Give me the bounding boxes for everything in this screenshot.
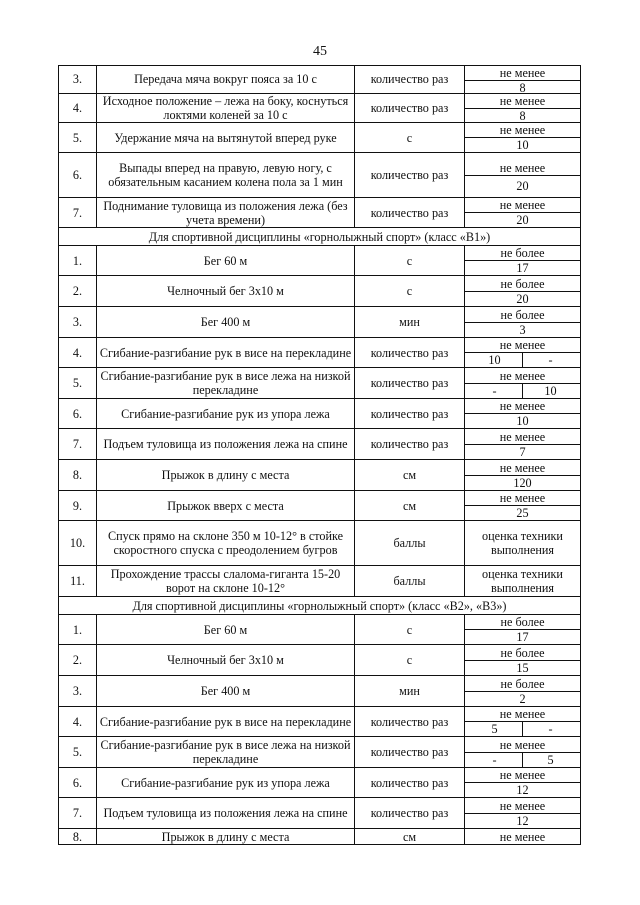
row-number: 7. (59, 429, 97, 460)
norm-wrap (465, 798, 580, 828)
exercise-name: Подъем туловища из положения лежа на спине (97, 429, 355, 460)
norm-wrap (465, 491, 580, 520)
unit-cell: количество раз (355, 737, 465, 768)
norm-condition: не менее (465, 153, 580, 176)
exercise-name: Исходное положение – лежа на боку, коснуться локтями коленей за 10 с (97, 94, 355, 123)
norm-wrap (465, 707, 580, 736)
norm-condition: не менее (465, 66, 580, 81)
norm-wrap (465, 645, 580, 675)
norm-value-left: - (467, 384, 523, 399)
norm-value-right: - (548, 353, 553, 368)
row-number: 3. (59, 676, 97, 707)
exercise-name: Бег 400 м (97, 676, 355, 707)
row-number: 6. (59, 399, 97, 429)
exercise-name: Челночный бег 3х10 м (97, 645, 355, 676)
norm-value: 25 (516, 506, 529, 521)
norm-value: 2 (519, 691, 526, 706)
row-number: 5. (59, 737, 97, 768)
unit-cell: мин (355, 676, 465, 707)
norm-value: 8 (519, 81, 526, 96)
norm-wrap (465, 66, 580, 96)
row-number: 4. (59, 338, 97, 368)
norm-value: 8 (519, 109, 526, 124)
exercise-name: Удержание мяча на вытянутой вперед руке (97, 123, 355, 153)
row-number: 5. (59, 123, 97, 153)
norm-value-left: 10 (467, 353, 523, 367)
table-row (59, 94, 581, 123)
table-row (59, 676, 581, 707)
norm-condition: не более (465, 246, 580, 261)
exercise-name: Сгибание-разгибание рук из упора лежа (97, 768, 355, 798)
norm-value: 20 (516, 179, 529, 194)
norm-condition: не более (465, 615, 580, 630)
norm-value: 17 (516, 630, 529, 645)
unit-cell: баллы (355, 566, 465, 597)
norm-wrap (465, 123, 580, 152)
norm-cell (465, 123, 581, 153)
norm-cell (465, 491, 581, 521)
norm-value: 12 (516, 813, 529, 828)
row-number: 11. (59, 566, 97, 597)
norm-value: 120 (513, 475, 532, 490)
norm-condition: не менее (465, 429, 580, 445)
norm-wrap (465, 737, 580, 767)
norm-cell (465, 153, 581, 198)
unit-cell: количество раз (355, 153, 465, 198)
norm-cell (465, 566, 581, 597)
unit-cell: баллы (355, 521, 465, 566)
page-number: 45 (313, 44, 327, 59)
table-row (59, 798, 581, 829)
norm-cell (465, 460, 581, 491)
row-number: 10. (59, 521, 97, 566)
table-row (59, 399, 581, 429)
section-title: Для спортивной дисциплины «горнолыжный спорт» (класс «В1») (59, 228, 581, 246)
row-number: 4. (59, 707, 97, 737)
unit-cell: мин (355, 307, 465, 338)
norm-condition: не менее (465, 338, 580, 353)
norm-condition: не более (465, 645, 580, 661)
table-row (59, 521, 581, 566)
norm-wrap (465, 153, 580, 197)
row-number: 1. (59, 246, 97, 276)
norm-condition: не менее (465, 768, 580, 783)
row-number: 6. (59, 153, 97, 198)
norm-cell (465, 707, 581, 737)
exercise-name: Сгибание-разгибание рук из упора лежа (97, 399, 355, 429)
exercise-name: Выпады вперед на правую, левую ногу, с обязательным касанием колена пола за 1 мин (97, 153, 355, 198)
exercise-name: Бег 400 м (97, 307, 355, 338)
norm-value: 12 (516, 783, 529, 798)
norm-value-left: - (467, 753, 523, 768)
table-row (59, 276, 581, 307)
norm-cell (465, 307, 581, 338)
table-row (59, 338, 581, 368)
unit-cell: количество раз (355, 798, 465, 829)
unit-cell: см (355, 829, 465, 845)
row-number: 8. (59, 460, 97, 491)
norm-wrap (465, 94, 580, 122)
norm-wrap (465, 460, 580, 490)
norm-wrap (465, 338, 580, 367)
exercise-name: Поднимание туловища из положения лежа (без учета времени) (97, 198, 355, 228)
norm-value: 7 (519, 444, 526, 459)
norm-wrap (465, 615, 580, 644)
table-row (59, 429, 581, 460)
table-row (59, 368, 581, 399)
norm-value: 10 (516, 414, 529, 429)
norm-cell (465, 429, 581, 460)
row-number: 7. (59, 798, 97, 829)
norm-value: 17 (516, 261, 529, 276)
exercise-name: Бег 60 м (97, 246, 355, 276)
norm-condition: не менее (465, 399, 580, 414)
row-number: 8. (59, 829, 97, 845)
norm-value: 20 (516, 213, 529, 228)
norm-value-left: 5 (467, 722, 523, 736)
exercise-name: Спуск прямо на склоне 350 м 10-12° в стойке скоростного спуска с преодолением бугров (97, 521, 355, 566)
norm-condition: не менее (465, 798, 580, 814)
norm-condition: не менее (465, 198, 580, 213)
unit-cell: с (355, 645, 465, 676)
norm-cell (465, 615, 581, 645)
unit-cell: см (355, 491, 465, 521)
norm-condition: не менее (465, 460, 580, 476)
table-row (59, 198, 581, 228)
norm-condition: не менее (465, 94, 580, 109)
norm-split (465, 353, 580, 367)
norm-value: 3 (519, 322, 526, 337)
table-row (59, 566, 581, 597)
norm-wrap (465, 276, 580, 306)
table-row (59, 66, 581, 94)
norm-value: 20 (516, 291, 529, 306)
table-row (59, 707, 581, 737)
norm-split (465, 753, 580, 768)
row-number: 4. (59, 94, 97, 123)
norm-cell (465, 676, 581, 707)
norm-split (465, 384, 580, 399)
norm-cell (465, 368, 581, 399)
norm-value: 10 (516, 138, 529, 153)
norm-cell (465, 66, 581, 94)
norm-value-right: 10 (544, 383, 557, 398)
norm-cell (465, 246, 581, 276)
unit-cell: количество раз (355, 66, 465, 94)
norm-condition: не менее (499, 830, 546, 845)
exercise-name: Челночный бег 3х10 м (97, 276, 355, 307)
exercise-name: Прыжок в длину с места (97, 460, 355, 491)
exercise-name: Прыжок вверх с места (97, 491, 355, 521)
section-header-row (59, 228, 581, 246)
norm-cell (465, 768, 581, 798)
norm-wrap (465, 829, 580, 844)
exercise-name: Передача мяча вокруг пояса за 10 с (97, 66, 355, 94)
exercise-name: Сгибание-разгибание рук в висе лежа на низкой перекладине (97, 368, 355, 399)
exercise-name: Прохождение трассы слалома-гиганта 15-20 ворот на склоне 10-12° (97, 566, 355, 597)
unit-cell: см (355, 460, 465, 491)
unit-cell: количество раз (355, 768, 465, 798)
exercise-name: Сгибание-разгибание рук в висе на перекладине (97, 338, 355, 368)
row-number: 5. (59, 368, 97, 399)
unit-cell: с (355, 123, 465, 153)
table-row (59, 768, 581, 798)
norm-cell (465, 198, 581, 228)
norm-condition: не более (465, 676, 580, 692)
unit-cell: с (355, 615, 465, 645)
norm-wrap (465, 307, 580, 337)
row-number: 9. (59, 491, 97, 521)
norm-wrap (465, 399, 580, 428)
table-row (59, 737, 581, 768)
unit-cell: количество раз (355, 399, 465, 429)
row-number: 2. (59, 276, 97, 307)
exercise-name: Сгибание-разгибание рук в висе на перекладине (97, 707, 355, 737)
exercise-name: Прыжок в длину с места (97, 829, 355, 845)
section-header-row (59, 597, 581, 615)
table-row (59, 307, 581, 338)
norm-cell (465, 399, 581, 429)
norm-condition: не менее (465, 491, 580, 506)
unit-cell: количество раз (355, 429, 465, 460)
row-number: 7. (59, 198, 97, 228)
norm-wrap (465, 676, 580, 706)
unit-cell: количество раз (355, 338, 465, 368)
norm-split (465, 722, 580, 736)
unit-cell: количество раз (355, 198, 465, 228)
norm-cell (465, 94, 581, 123)
section-title: Для спортивной дисциплины «горнолыжный спорт» (класс «В2», «В3») (59, 597, 581, 615)
norm-cell (465, 798, 581, 829)
unit-cell: количество раз (355, 94, 465, 123)
unit-cell: количество раз (355, 368, 465, 399)
exercise-name: Бег 60 м (97, 615, 355, 645)
table-row (59, 645, 581, 676)
norm-wrap (465, 198, 580, 227)
unit-cell: с (355, 276, 465, 307)
norm-text: оценка техники выполнения (482, 567, 563, 596)
norm-condition: не менее (465, 368, 580, 384)
norm-cell (465, 737, 581, 768)
table-row (59, 460, 581, 491)
unit-cell: с (355, 246, 465, 276)
row-number: 2. (59, 645, 97, 676)
norm-wrap (465, 368, 580, 398)
norm-cell (465, 521, 581, 566)
table-row (59, 491, 581, 521)
exercise-name: Подъем туловища из положения лежа на спине (97, 798, 355, 829)
norm-value-right: - (548, 722, 553, 737)
norm-condition: не более (465, 276, 580, 292)
norm-cell (465, 645, 581, 676)
norm-cell (465, 829, 581, 845)
row-number: 3. (59, 307, 97, 338)
norm-wrap (465, 246, 580, 275)
table-row (59, 246, 581, 276)
row-number: 6. (59, 768, 97, 798)
norm-value: 15 (516, 660, 529, 675)
norm-value-right: 5 (547, 752, 554, 767)
norm-condition: не менее (465, 123, 580, 138)
row-number: 3. (59, 66, 97, 94)
table-row (59, 123, 581, 153)
norm-cell (465, 338, 581, 368)
norm-text: оценка техники выполнения (482, 529, 563, 558)
unit-cell: количество раз (355, 707, 465, 737)
norm-condition: не менее (465, 737, 580, 753)
norm-wrap (465, 429, 580, 459)
table-row (59, 829, 581, 845)
norm-condition: не менее (465, 707, 580, 722)
row-number: 1. (59, 615, 97, 645)
standards-table (58, 65, 581, 845)
norm-wrap (465, 768, 580, 797)
norm-cell (465, 276, 581, 307)
exercise-name: Сгибание-разгибание рук в висе лежа на низкой перекладине (97, 737, 355, 768)
table-row (59, 615, 581, 645)
table-row (59, 153, 581, 198)
norm-condition: не более (465, 307, 580, 323)
